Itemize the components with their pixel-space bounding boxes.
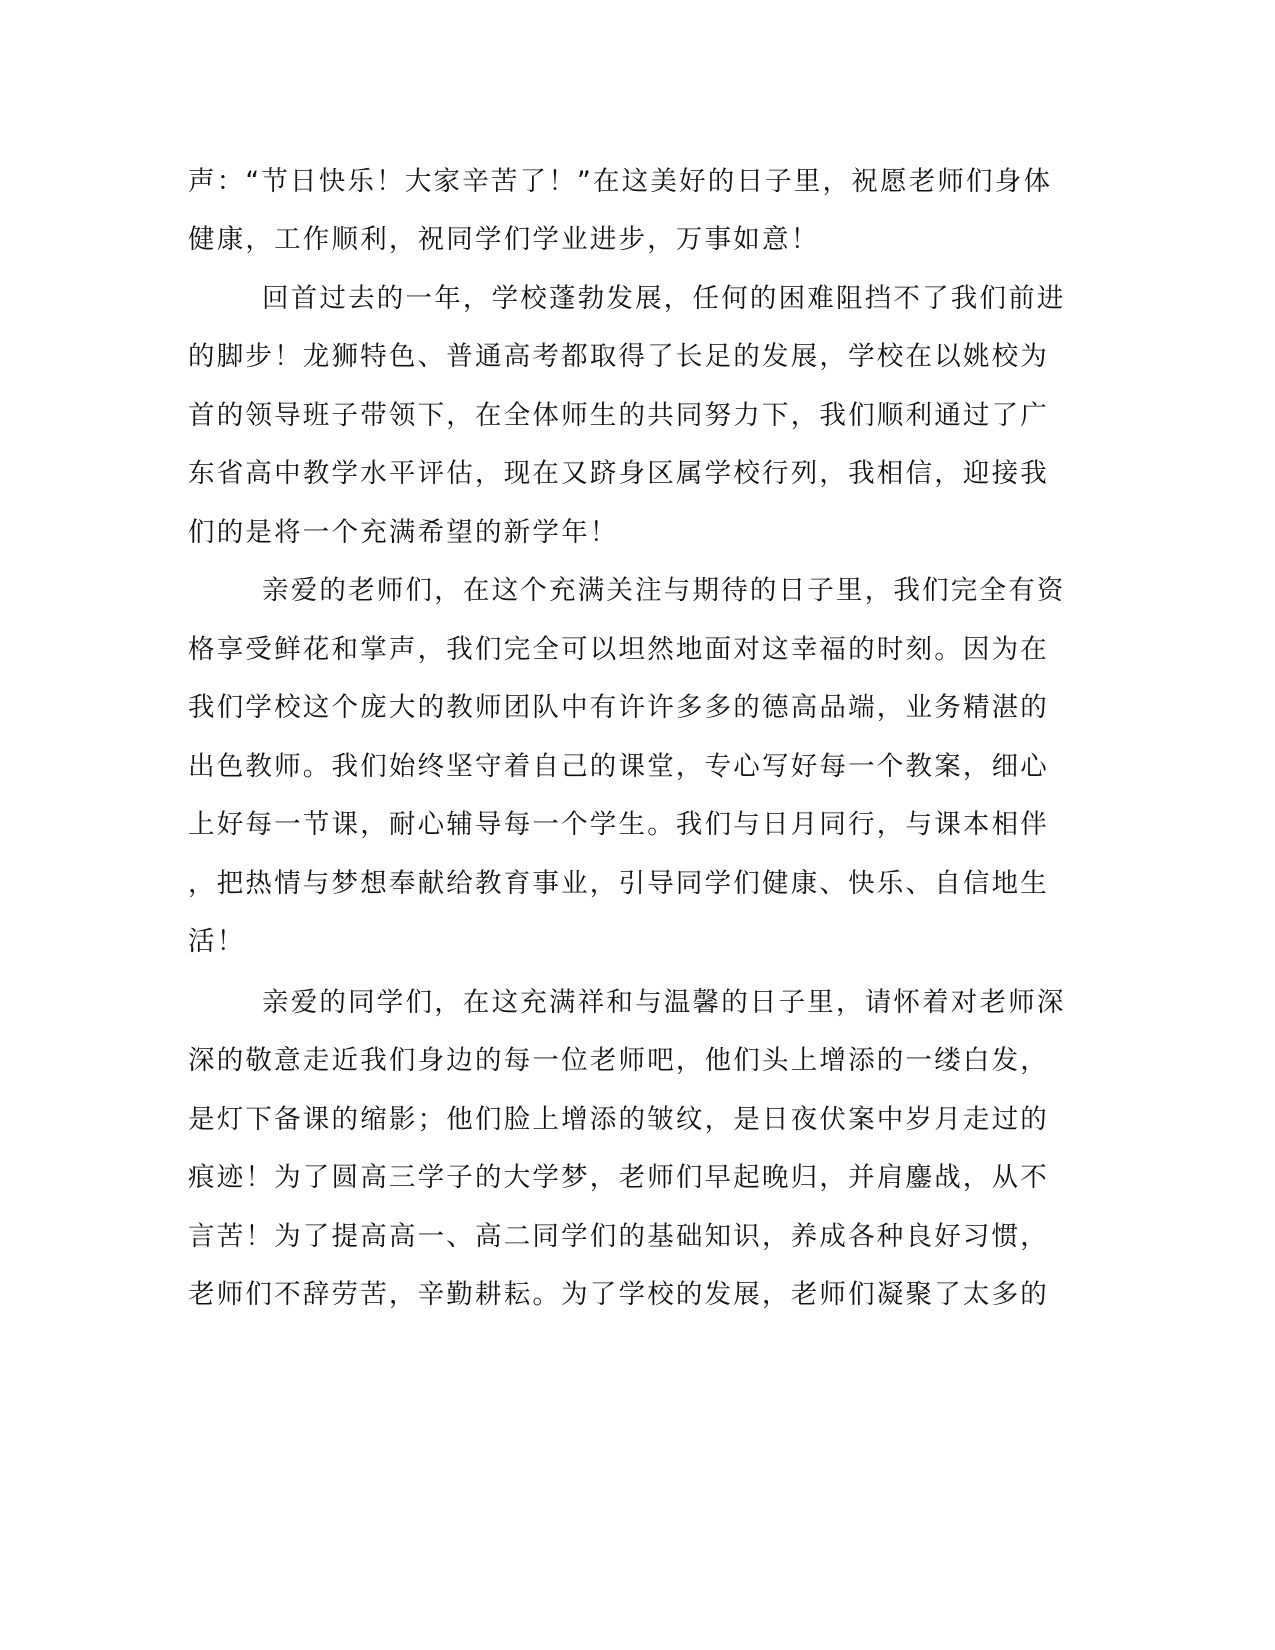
text-line: 言苦！为了提高高一、高二同学们的基础知识，养成各种良好习惯， bbox=[188, 1221, 1049, 1252]
text-line: 声：“节日快乐！大家辛苦了！”在这美好的日子里，祝愿老师们身体 bbox=[188, 166, 1053, 197]
text-line: 健康，工作顺利，祝同学们学业进步，万事如意！ bbox=[188, 224, 820, 255]
text-line: 活！ bbox=[188, 926, 246, 957]
text-line: 是灯下备课的缩影；他们脸上增添的皱纹，是日夜伏案中岁月走过的 bbox=[188, 1104, 1049, 1135]
text-line: 格享受鲜花和掌声，我们完全可以坦然地面对这幸福的时刻。因为在 bbox=[188, 634, 1049, 665]
text-line: 首的领导班子带领下，在全体师生的共同努力下，我们顺利通过了广 bbox=[188, 400, 1049, 431]
text-line: 的脚步！龙狮特色、普通高考都取得了长足的发展，学校在以姚校为 bbox=[188, 341, 1049, 372]
text-line: 们的是将一个充满希望的新学年！ bbox=[188, 517, 619, 548]
text-line: 出色教师。我们始终坚守着自己的课堂，专心写好每一个教案，细心 bbox=[188, 751, 1049, 782]
text-line: 我们学校这个庞大的教师团队中有许许多多的德高品端，业务精湛的 bbox=[188, 692, 1049, 723]
text-line: 亲爱的同学们，在这充满祥和与温馨的日子里，请怀着对老师深 bbox=[262, 987, 1066, 1018]
text-line: 亲爱的老师们，在这个充满关注与期待的日子里，我们完全有资 bbox=[262, 575, 1066, 606]
text-line: 上好每一节课，耐心辅导每一个学生。我们与日月同行，与课本相伴 bbox=[188, 809, 1049, 840]
text-line: 回首过去的一年，学校蓬勃发展，任何的困难阻挡不了我们前进 bbox=[262, 283, 1066, 314]
text-line: 东省高中教学水平评估，现在又跻身区属学校行列，我相信，迎接我 bbox=[188, 458, 1049, 489]
text-line: ，把热情与梦想奉献给教育事业，引导同学们健康、快乐、自信地生 bbox=[188, 868, 1049, 899]
text-line: 老师们不辞劳苦，辛勤耕耘。为了学校的发展，老师们凝聚了太多的 bbox=[188, 1279, 1049, 1310]
text-line: 痕迹！为了圆高三学子的大学梦，老师们早起晚归，并肩鏖战，从不 bbox=[188, 1162, 1049, 1193]
text-line: 深的敬意走近我们身边的每一位老师吧，他们头上增添的一缕白发， bbox=[188, 1045, 1049, 1076]
